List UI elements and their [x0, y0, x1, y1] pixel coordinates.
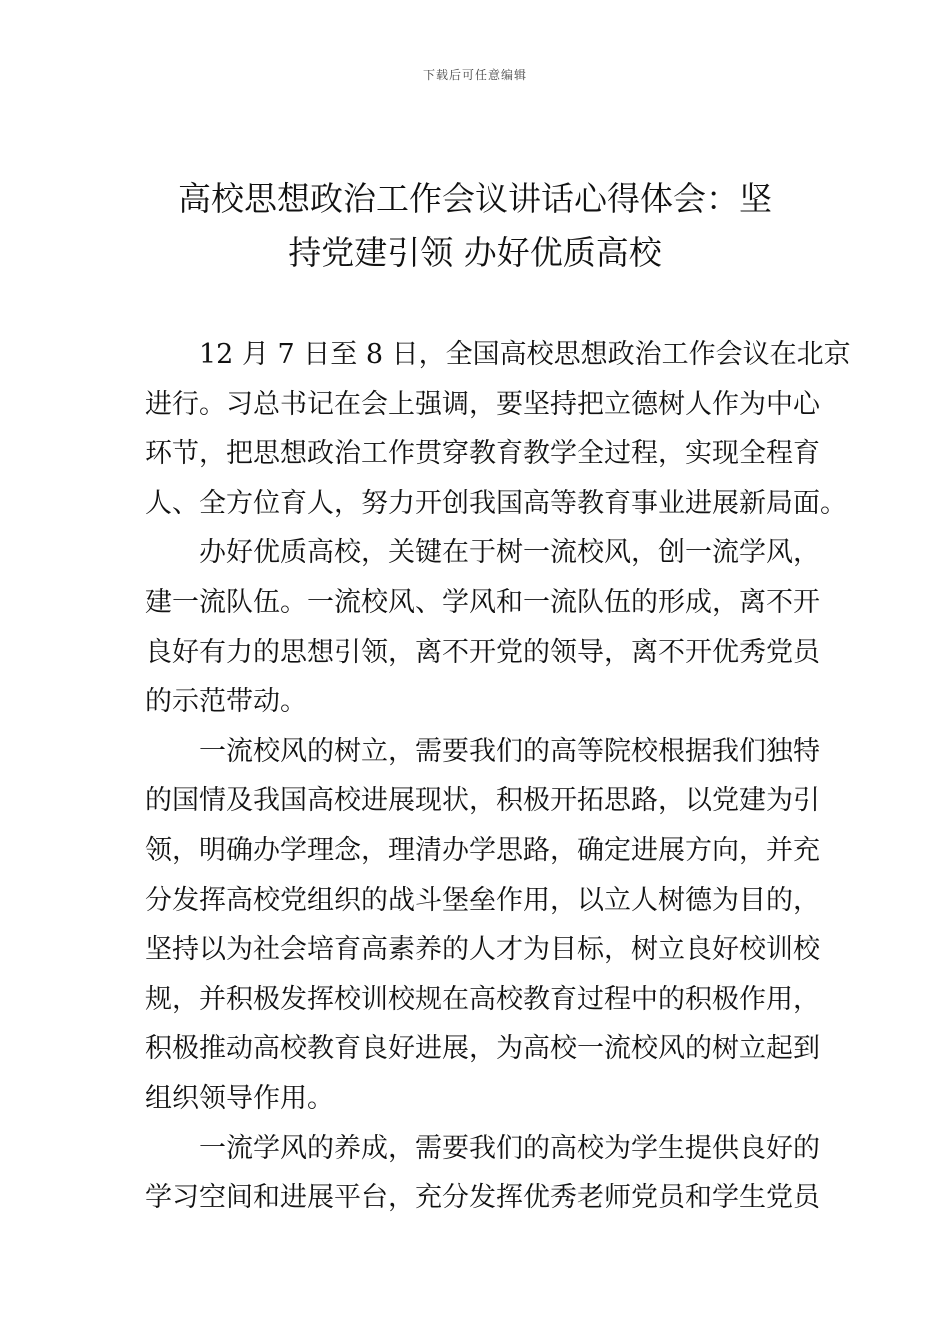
paragraph-line: 领，明确办学理念，理清办学思路，确定进展方向，并充	[145, 834, 820, 866]
paragraph-line: 人、全方位育人，努力开创我国高等教育事业进展新局面。	[145, 487, 847, 519]
title-line: 高校思想政治工作会议讲话心得体会：坚	[178, 179, 772, 218]
paragraph-4	[145, 1124, 820, 1223]
document-title	[145, 172, 805, 280]
paragraph-line: 建一流队伍。一流校风、学风和一流队伍的形成，离不开	[145, 586, 820, 618]
paragraph-line: 进行。习总书记在会上强调，要坚持把立德树人作为中心	[145, 388, 820, 420]
paragraph-1	[145, 330, 851, 528]
paragraph-line: 组织领导作用。	[145, 1082, 334, 1114]
paragraph-line: 一流学风的养成，需要我们的高校为学生提供良好的	[199, 1132, 820, 1164]
paragraph-line: 良好有力的思想引领，离不开党的领导，离不开优秀党员	[145, 636, 820, 668]
paragraph-line: 的示范带动。	[145, 686, 307, 718]
paragraph-line: 积极推动高校教育良好进展，为高校一流校风的树立起到	[145, 1033, 820, 1065]
document-body	[145, 330, 851, 1223]
paragraph-line: 办好优质高校，关键在于树一流校风，创一流学风，	[199, 537, 820, 569]
paragraph-line: 分发挥高校党组织的战斗堡垒作用，以立人树德为目的，	[145, 884, 820, 916]
paragraph-2	[145, 528, 820, 726]
paragraph-line: 坚持以为社会培育高素养的人才为目标，树立良好校训校	[145, 934, 820, 966]
paragraph-line: 学习空间和进展平台，充分发挥优秀老师党员和学生党员	[145, 1182, 820, 1214]
paragraph-line: 一流校风的树立，需要我们的高等院校根据我们独特	[199, 735, 820, 767]
paragraph-line: 12 月 7 日至 8 日，全国高校思想政治工作会议在北京	[199, 339, 851, 370]
paragraph-line: 环节，把思想政治工作贯穿教育教学全过程，实现全程育	[145, 438, 820, 470]
paragraph-line: 的国情及我国高校进展现状，积极开拓思路，以党建为引	[145, 785, 820, 817]
title-line: 持党建引领 办好优质高校	[288, 233, 662, 272]
page-header-note: 下载后可任意编辑	[422, 68, 527, 82]
paragraph-3	[145, 727, 820, 1124]
paragraph-line: 规，并积极发挥校训校规在高校教育过程中的积极作用，	[145, 983, 820, 1015]
